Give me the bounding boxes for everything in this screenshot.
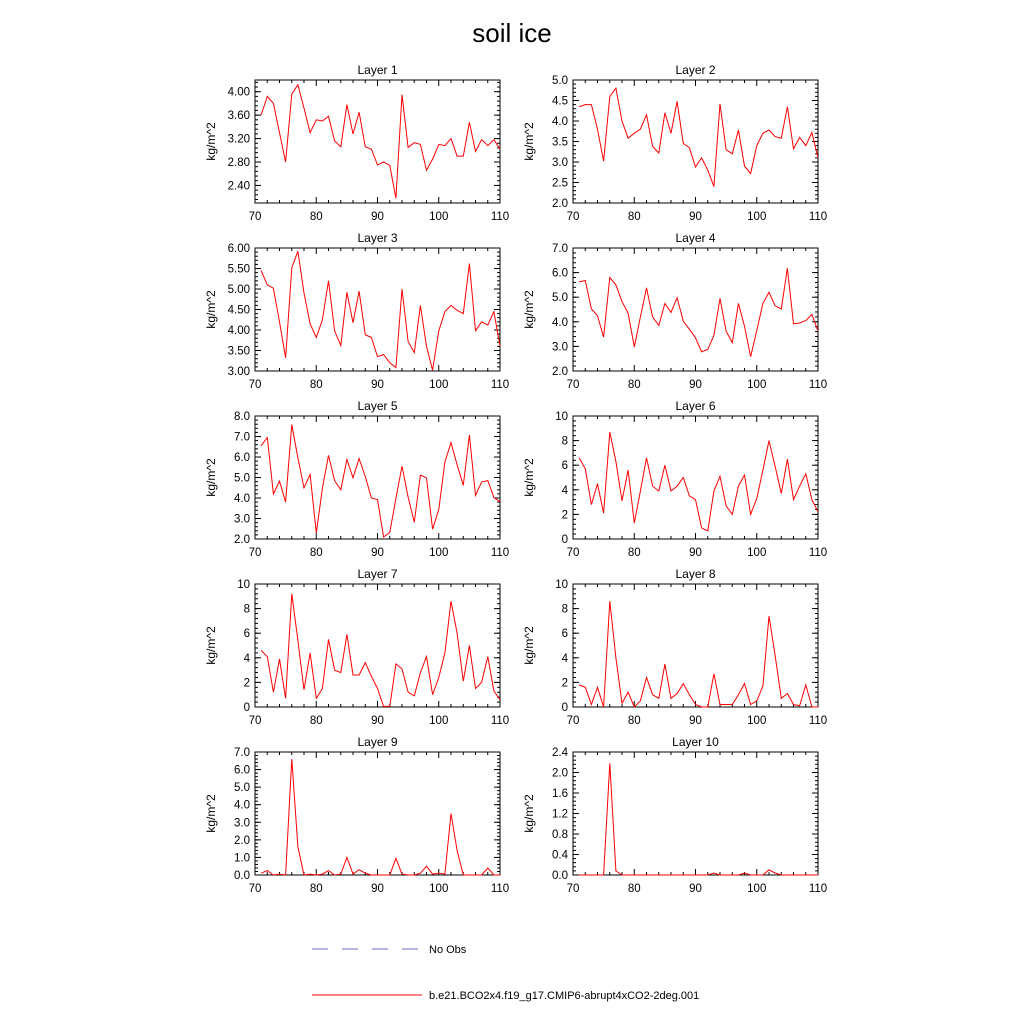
- y-tick-label: 7.0: [234, 747, 250, 759]
- y-tick-label: 7.0: [552, 243, 568, 255]
- x-tick-label: 70: [566, 211, 580, 223]
- y-tick-label: 0: [243, 702, 250, 714]
- x-tick-label: 90: [371, 547, 384, 559]
- x-tick-label: 70: [566, 883, 580, 895]
- x-tick-label: 80: [309, 715, 323, 727]
- panel-title-9: Layer 9: [357, 735, 398, 749]
- y-tick-label: 4.0: [552, 316, 568, 329]
- y-axis-label-9: kg/m^2: [204, 794, 218, 833]
- y-tick-label: 1.0: [234, 852, 250, 865]
- y-axis-label-6: kg/m^2: [522, 458, 536, 497]
- legend-label-model: b.e21.BCO2x4.f19_g17.CMIP6-abrupt4xCO2-2deg.001: [429, 990, 700, 1002]
- y-tick-label: 2.0: [234, 534, 250, 546]
- y-tick-label: 0.4: [552, 849, 568, 862]
- y-tick-label: 5.0: [552, 292, 568, 305]
- x-tick-label: 80: [627, 547, 641, 559]
- series-line-layer-8: [579, 601, 818, 707]
- panel-layer-7: [204, 567, 509, 727]
- y-tick-label: 2: [561, 509, 568, 522]
- x-tick-label: 100: [747, 211, 767, 223]
- y-tick-label: 4: [561, 484, 568, 497]
- panel-layer-8: [522, 567, 827, 727]
- y-tick-label: 10: [555, 579, 568, 591]
- panel-title-6: Layer 6: [675, 399, 716, 413]
- panel-title-10: Layer 10: [672, 735, 719, 749]
- series-line-layer-3: [261, 251, 500, 370]
- y-tick-label: 5.0: [234, 472, 250, 485]
- y-tick-label: 4.00: [227, 325, 250, 337]
- y-tick-label: 0.0: [552, 870, 568, 882]
- y-tick-label: 6: [243, 628, 250, 641]
- x-tick-label: 110: [808, 211, 828, 223]
- y-axis-label-1: kg/m^2: [204, 122, 218, 161]
- x-tick-label: 90: [689, 883, 702, 895]
- x-tick-label: 80: [309, 211, 323, 223]
- panel-title-8: Layer 8: [675, 567, 716, 581]
- y-tick-label: 8.0: [234, 411, 250, 423]
- y-tick-label: 2.0: [552, 198, 568, 210]
- legend-label-obs: No Obs: [429, 944, 467, 956]
- x-tick-label: 70: [248, 547, 262, 559]
- panel-layer-3: [204, 231, 509, 391]
- y-tick-label: 8: [561, 435, 568, 448]
- panel-title-2: Layer 2: [675, 63, 716, 77]
- x-tick-label: 90: [689, 379, 702, 391]
- panel-title-7: Layer 7: [357, 567, 398, 581]
- x-tick-label: 70: [566, 547, 580, 559]
- figure-title: soil ice: [472, 18, 552, 48]
- panel-title-3: Layer 3: [357, 231, 398, 245]
- y-tick-label: 1.2: [552, 808, 568, 821]
- y-tick-label: 6.00: [227, 243, 250, 255]
- series-line-layer-2: [579, 88, 818, 186]
- y-tick-label: 1.6: [552, 788, 568, 800]
- y-tick-label: 3.00: [227, 366, 250, 378]
- x-tick-label: 110: [808, 379, 828, 391]
- x-tick-label: 100: [429, 715, 449, 727]
- y-tick-label: 3.5: [552, 136, 568, 149]
- y-tick-label: 4.0: [234, 493, 250, 505]
- panel-layer-10: [522, 735, 827, 895]
- x-tick-label: 90: [371, 211, 384, 223]
- panels: [204, 63, 827, 895]
- y-tick-label: 3.60: [227, 110, 250, 123]
- y-tick-label: 4.00: [227, 86, 250, 99]
- y-tick-label: 6: [561, 460, 568, 473]
- plot-frame-5: [255, 416, 500, 539]
- panel-layer-2: [522, 63, 827, 223]
- x-tick-label: 70: [566, 715, 580, 727]
- y-tick-label: 10: [237, 579, 250, 591]
- series-line-layer-10: [579, 763, 818, 875]
- y-tick-label: 2: [561, 677, 568, 690]
- y-tick-label: 4.0: [234, 799, 250, 812]
- y-tick-label: 2.5: [552, 177, 568, 190]
- series-line-layer-7: [261, 594, 500, 707]
- y-axis-label-7: kg/m^2: [204, 626, 218, 665]
- x-tick-label: 90: [371, 883, 384, 895]
- x-tick-label: 110: [490, 715, 510, 727]
- y-tick-label: 3.20: [227, 133, 250, 146]
- series-line-layer-1: [261, 85, 500, 199]
- y-axis-label-10: kg/m^2: [522, 794, 536, 833]
- panel-layer-6: [522, 399, 827, 559]
- y-axis-label-5: kg/m^2: [204, 458, 218, 497]
- y-tick-label: 5.0: [234, 782, 250, 795]
- x-tick-label: 90: [371, 715, 384, 727]
- y-tick-label: 3.0: [552, 157, 568, 169]
- series-line-layer-4: [579, 268, 818, 357]
- y-tick-label: 2.40: [227, 180, 250, 193]
- y-tick-label: 2.0: [234, 834, 250, 847]
- y-tick-label: 5.00: [227, 284, 250, 296]
- plot-frame-9: [255, 752, 500, 875]
- x-tick-label: 80: [627, 715, 641, 727]
- x-tick-label: 100: [429, 547, 449, 559]
- y-tick-label: 0: [561, 534, 568, 546]
- x-tick-label: 80: [309, 547, 323, 559]
- x-tick-label: 110: [490, 379, 510, 391]
- y-tick-label: 3.0: [234, 513, 250, 526]
- y-axis-label-2: kg/m^2: [522, 122, 536, 161]
- y-tick-label: 6.0: [552, 267, 568, 280]
- y-tick-label: 4: [243, 652, 250, 665]
- x-tick-label: 110: [808, 547, 828, 559]
- x-tick-label: 90: [689, 547, 702, 559]
- x-tick-label: 110: [808, 715, 828, 727]
- x-tick-label: 90: [371, 379, 384, 391]
- y-tick-label: 2.0: [552, 767, 568, 780]
- series-line-layer-5: [261, 425, 500, 537]
- x-tick-label: 70: [566, 379, 580, 391]
- y-tick-label: 4.0: [552, 116, 568, 128]
- y-tick-label: 3.0: [234, 817, 250, 830]
- y-tick-label: 4.50: [227, 304, 250, 317]
- y-tick-label: 5.50: [227, 263, 250, 276]
- y-axis-label-3: kg/m^2: [204, 290, 218, 329]
- legend: [312, 944, 699, 1002]
- y-tick-label: 5.0: [552, 75, 568, 87]
- x-tick-label: 80: [627, 211, 641, 223]
- x-tick-label: 100: [429, 211, 449, 223]
- y-tick-label: 6.0: [234, 452, 250, 464]
- x-tick-label: 100: [429, 379, 449, 391]
- y-tick-label: 4.5: [552, 95, 568, 108]
- y-tick-label: 7.0: [234, 431, 250, 444]
- series-line-layer-6: [579, 432, 818, 531]
- y-axis-label-4: kg/m^2: [522, 290, 536, 329]
- x-tick-label: 80: [309, 379, 323, 391]
- x-tick-label: 100: [747, 883, 767, 895]
- panel-layer-4: [522, 231, 827, 391]
- y-tick-label: 2.0: [552, 366, 568, 378]
- x-tick-label: 80: [627, 883, 641, 895]
- y-tick-label: 3.50: [227, 345, 250, 358]
- x-tick-label: 80: [627, 379, 641, 391]
- y-tick-label: 2.80: [227, 157, 250, 169]
- y-tick-label: 2.4: [552, 747, 568, 759]
- panel-layer-9: [204, 735, 509, 895]
- y-axis-label-8: kg/m^2: [522, 626, 536, 665]
- y-tick-label: 0.8: [552, 829, 568, 841]
- x-tick-label: 70: [248, 379, 262, 391]
- y-tick-label: 2: [243, 677, 250, 690]
- x-tick-label: 110: [490, 547, 510, 559]
- x-tick-label: 100: [429, 883, 449, 895]
- panel-title-4: Layer 4: [675, 231, 716, 245]
- x-tick-label: 110: [490, 211, 510, 223]
- series-line-layer-9: [261, 759, 500, 875]
- x-tick-label: 90: [689, 715, 702, 727]
- x-tick-label: 80: [309, 883, 323, 895]
- y-tick-label: 0.0: [234, 870, 250, 882]
- y-tick-label: 3.0: [552, 341, 568, 354]
- panel-layer-5: [204, 399, 509, 559]
- panel-title-5: Layer 5: [357, 399, 398, 413]
- x-tick-label: 70: [248, 883, 262, 895]
- panel-layer-1: [204, 63, 509, 223]
- y-tick-label: 8: [561, 603, 568, 616]
- x-tick-label: 70: [248, 211, 262, 223]
- x-tick-label: 110: [490, 883, 510, 895]
- y-tick-label: 10: [555, 411, 568, 423]
- x-tick-label: 100: [747, 715, 767, 727]
- panel-title-1: Layer 1: [357, 63, 398, 77]
- x-tick-label: 100: [747, 379, 767, 391]
- y-tick-label: 4: [561, 652, 568, 665]
- x-tick-label: 110: [808, 883, 828, 895]
- y-tick-label: 6.0: [234, 764, 250, 777]
- x-tick-label: 70: [248, 715, 262, 727]
- x-tick-label: 100: [747, 547, 767, 559]
- x-tick-label: 90: [689, 211, 702, 223]
- y-tick-label: 6: [561, 628, 568, 641]
- y-tick-label: 0: [561, 702, 568, 714]
- y-tick-label: 8: [243, 603, 250, 616]
